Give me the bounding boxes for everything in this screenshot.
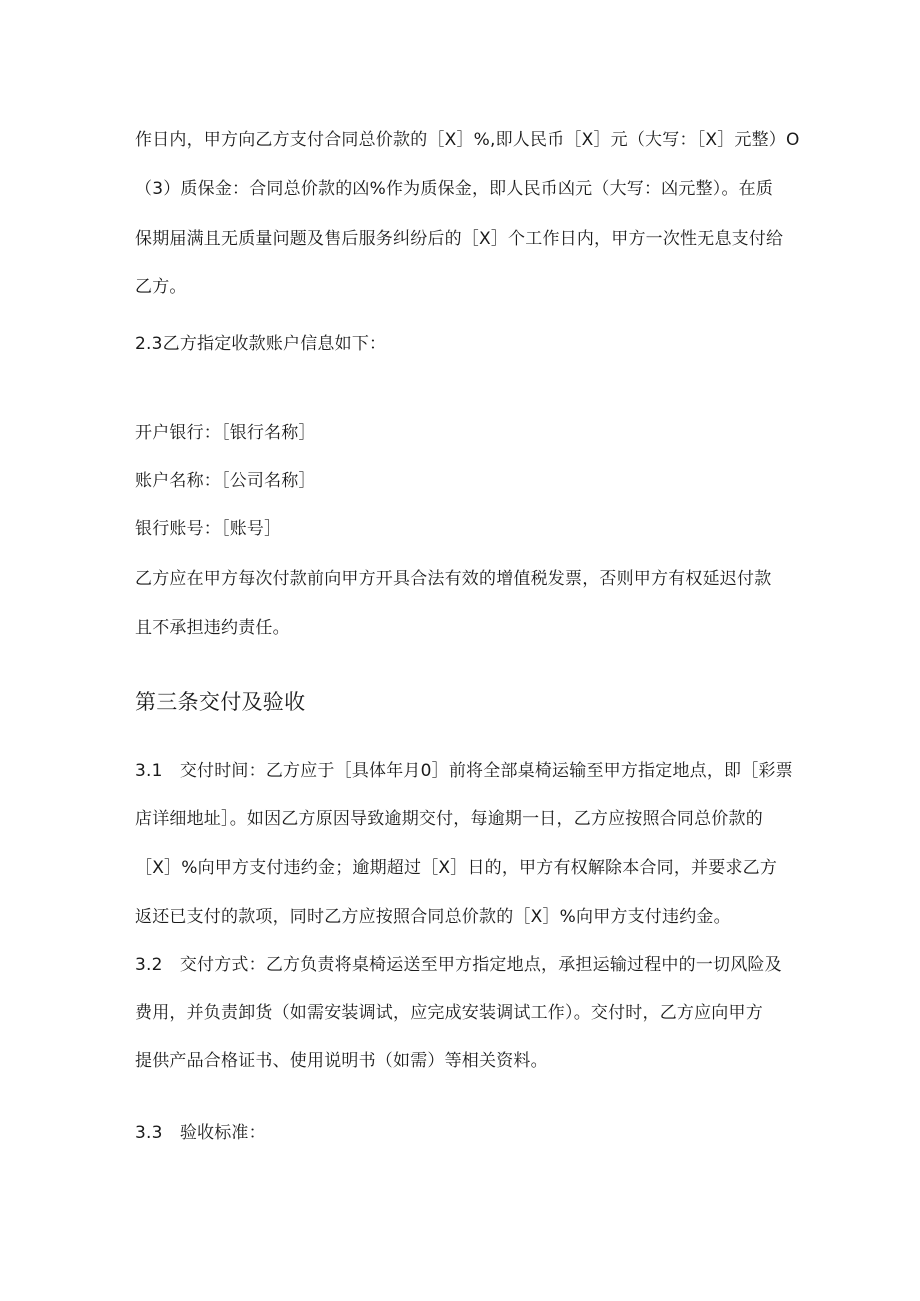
clause-line: 返还已支付的款项，同时乙方应按照合同总价款的［X］%向甲方支付违约金。	[135, 907, 731, 927]
paragraph-line: （3）质保金：合同总价款的凶%作为质保金，即人民币凶元（大写：凶元整）。在质	[135, 179, 774, 199]
clause-line: 3.2 交付方式：乙方负责将桌椅运送至甲方指定地点，承担运输过程中的一切风险及	[135, 955, 782, 975]
clause-line: 3.3 验收标准：	[135, 1123, 266, 1143]
paragraph-line: 乙方。	[135, 277, 187, 297]
section-line: 2.3乙方指定收款账户信息如下：	[135, 334, 387, 354]
paragraph-line: 乙方应在甲方每次付款前向甲方开具合法有效的增值税发票，否则甲方有权延迟付款	[135, 569, 772, 589]
clause-line: 3.1 交付时间：乙方应于［具体年月0］前将全部桌椅运输至甲方指定地点，即［彩票	[135, 761, 793, 781]
account-name-line: 账户名称：［公司名称］	[135, 471, 316, 491]
paragraph-line: 保期届满且无质量问题及售后服务纠纷后的［X］个工作日内，甲方一次性无息支付给	[135, 229, 784, 249]
paragraph-line: 且不承担违约责任。	[135, 618, 290, 638]
section-heading: 第三条交付及验收	[135, 690, 306, 714]
clause-line: 费用，并负责卸货（如需安装调试，应完成安装调试工作）。交付时，乙方应向甲方	[135, 1003, 763, 1023]
clause-line: 店详细地址］。如因乙方原因导致逾期交付，每逾期一日，乙方应按照合同总价款的	[135, 809, 763, 829]
paragraph-line: 作日内，甲方向乙方支付合同总价款的［X］%,即人民币［X］元（大写：［X］元整）O	[135, 130, 800, 150]
account-number-line: 银行账号：［账号］	[135, 519, 282, 539]
bank-name-line: 开户银行：［银行名称］	[135, 423, 316, 443]
clause-line: ［X］%向甲方支付违约金；逾期超过［X］日的，甲方有权解除本合同，并要求乙方	[135, 858, 778, 878]
clause-line: 提供产品合格证书、使用说明书（如需）等相关资料。	[135, 1051, 548, 1071]
